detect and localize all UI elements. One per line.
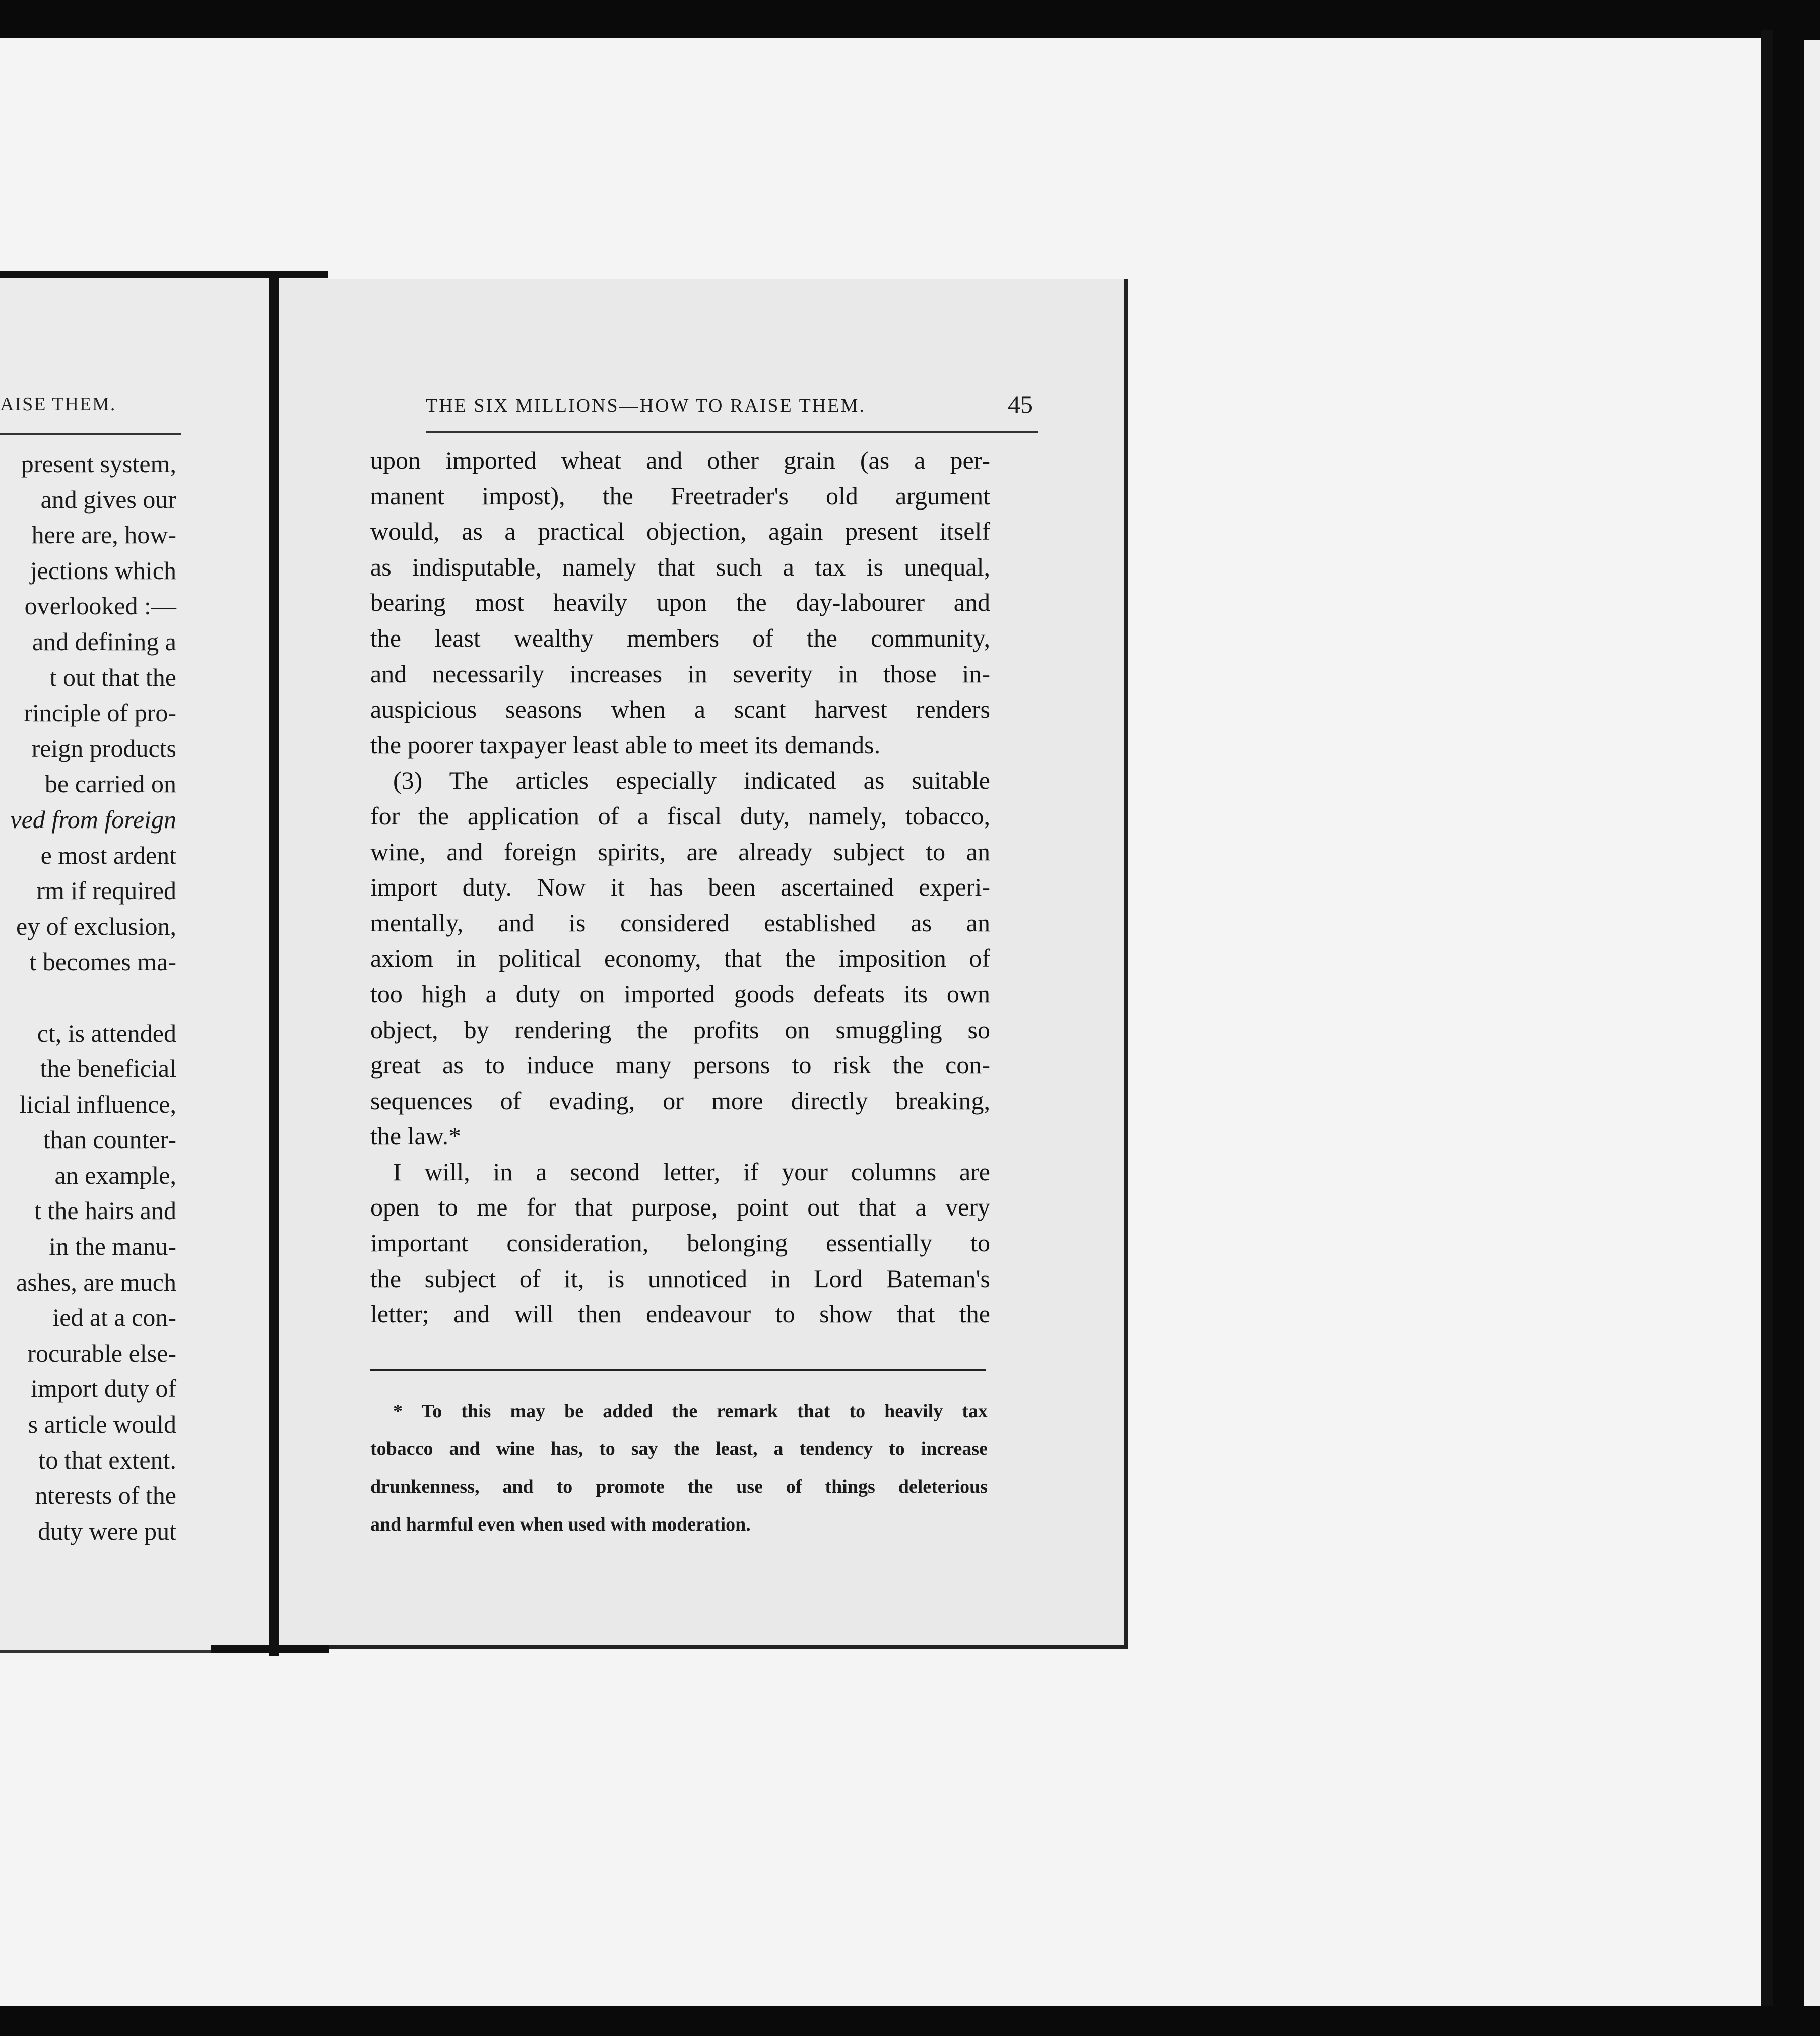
text-line: axiom in political economy, that the imposition of (370, 944, 990, 973)
text-line: (3) The articles especially indicated as suitable (393, 766, 990, 795)
book-binding (269, 272, 279, 1656)
footnote (370, 1392, 988, 1544)
text-line: and gives our (40, 485, 176, 514)
text-line: manent impost), the Freetrader's old argument (370, 481, 990, 510)
text-line: as indisputable, namely that such a tax is unequal, (370, 552, 990, 581)
text-line: t out that the (49, 663, 176, 691)
text-line: e most ardent (40, 841, 176, 869)
left-page (0, 275, 280, 1653)
text-line: be carried on (45, 770, 176, 798)
text-line: in the manu- (49, 1232, 176, 1261)
text-line: I will, in a second letter, if your columns are (393, 1157, 990, 1186)
text-line: nterests of the (35, 1481, 176, 1510)
text-line: important consideration, belonging essentially to (370, 1229, 990, 1257)
text-line: present system, (21, 450, 176, 478)
text-line: ct, is attended (37, 1019, 176, 1047)
text-line: rocurable else- (27, 1339, 176, 1367)
text-line: the law.* (370, 1122, 462, 1151)
text-line: wine, and foreign spirits, are already subject to an (370, 837, 990, 866)
header-rule (426, 431, 1038, 433)
left-page-text (0, 446, 176, 1549)
adjacent-sheet-strip (1804, 40, 1820, 2006)
text-line: t the hairs and (34, 1196, 176, 1225)
text-line: an example, (54, 1161, 176, 1189)
text-line: upon imported wheat and other grain (as a per- (370, 446, 990, 474)
text-line: rinciple of pro- (24, 698, 176, 727)
footnote-line: * To this may be added the remark that to heavily tax (393, 1401, 988, 1422)
text-line: import duty of (31, 1374, 176, 1403)
sheet-edge (1761, 30, 1773, 2006)
footnote-rule (370, 1369, 986, 1371)
running-head-title: THE SIX MILLIONS—HOW TO RAISE THEM. (426, 395, 866, 416)
right-page (280, 279, 1128, 1649)
text-line: ashes, are much (16, 1267, 176, 1296)
left-header-rule (0, 433, 181, 435)
text-line: the least wealthy members of the community, (370, 623, 990, 652)
text-line: ved from foreign (10, 805, 176, 834)
text-line: for the application of a fiscal duty, namely, tobacco, (370, 801, 990, 830)
text-line: ey of exclusion, (16, 912, 176, 940)
text-line: bearing most heavily upon the day-labourer and (370, 588, 990, 617)
text-line: too high a duty on imported goods defeats its own (370, 979, 990, 1008)
text-line: s article would (28, 1410, 176, 1439)
text-line: would, as a practical objection, again present itself (370, 517, 990, 546)
text-line: jections which (30, 556, 176, 585)
text-line: duty were put (38, 1516, 176, 1545)
text-line: auspicious seasons when a scant harvest renders (370, 695, 990, 724)
text-line: licial influence, (20, 1090, 176, 1118)
text-line: than counter- (43, 1125, 176, 1154)
text-line: here are, how- (31, 521, 176, 549)
text-line: great as to induce many persons to risk the con- (370, 1051, 990, 1079)
left-running-head: AISE THEM. (0, 394, 116, 415)
text-line: import duty. Now it has been ascertained experi- (370, 873, 990, 902)
text-line: reign products (31, 734, 176, 762)
text-line: ied at a con- (52, 1303, 176, 1332)
text-line (0, 980, 176, 1015)
binding-bottom-bar (211, 1645, 329, 1653)
text-line: letter; and will then endeavour to show that the (370, 1300, 990, 1328)
text-line: and defining a (32, 627, 176, 656)
footnote-line: and harmful even when used with moderation. (370, 1514, 751, 1535)
page-number: 45 (1008, 390, 1033, 418)
text-line: open to me for that purpose, point out that a very (370, 1193, 990, 1222)
body-text (370, 442, 990, 1332)
text-line: overlooked :— (24, 592, 176, 620)
text-line: rm if required (36, 876, 176, 905)
text-line: and necessarily increases in severity in those in- (370, 659, 990, 688)
text-line: the beneficial (40, 1054, 176, 1083)
text-line: object, by rendering the profits on smuggling so (370, 1015, 990, 1044)
footnote-line: tobacco and wine has, to say the least, a tendency to increase (370, 1438, 988, 1459)
running-head (426, 390, 1272, 420)
text-line: the subject of it, is unnoticed in Lord Bateman's (370, 1264, 990, 1293)
text-line: to that extent. (38, 1445, 176, 1474)
text-line: the poorer taxpayer least able to meet its demands. (370, 730, 881, 759)
footnote-line: drunkenness, and to promote the use of things deleterious (370, 1476, 988, 1497)
text-line: sequences of evading, or more directly breaking, (370, 1086, 990, 1115)
text-line: mentally, and is considered established as an (370, 908, 990, 937)
text-line: t becomes ma- (29, 947, 176, 976)
